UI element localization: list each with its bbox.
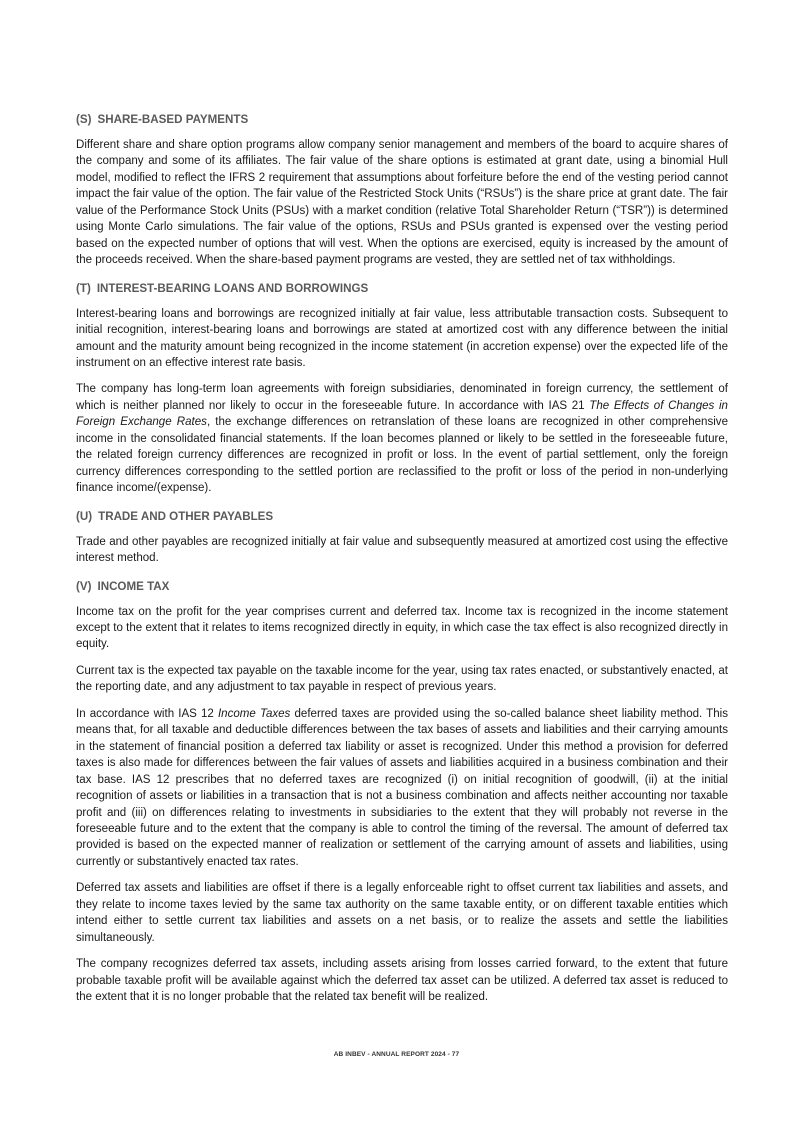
section-trade-payables [76, 509, 728, 567]
paragraph [76, 706, 728, 871]
paragraph: Interest-bearing loans and borrowings are recognized initially at fair value, less attributable transaction costs. Subsequent to initial recognition, interest-bearing loans and borrowings are stated at amortized cost with any difference between the initial amount and the maturity amount being recognized in the income statement (in accretion expense) over the expected life of the instrument on an effective interest rate basis. [76, 307, 728, 369]
paragraph [76, 381, 728, 496]
section-letter: (S) [76, 113, 92, 126]
section-heading [76, 509, 728, 525]
standard-title: The Effects of Changes in Foreign Exchange Rates [76, 399, 728, 429]
section-heading [76, 579, 728, 595]
page-footer: AB INBEV - ANNUAL REPORT 2024 - 77 [333, 1051, 460, 1058]
paragraph: Current tax is the expected tax payable on the taxable income for the year, using tax rates enacted, or substantively enacted, at the reporting date, and any adjustment to tax payable in respect of previous years. [76, 664, 728, 694]
section-heading [76, 281, 728, 297]
paragraph: The company recognizes deferred tax assets, including assets arising from losses carried forward, to the extent that future probable taxable profit will be available against which the deferred tax asset can be utilized. A deferred tax asset is reduced to the extent that it is no longer probable that the related tax benefit will be realized. [76, 958, 728, 1004]
standard-title: Income Taxes [217, 707, 291, 720]
section-letter: (T) [76, 281, 91, 295]
paragraph-text: , the exchange differences on retranslation of these loans are recognized in other comprehensive income in the consolidated financial statements. If the loan becomes planned or likely to be settled in the foreseeable future, the related foreign currency differences are recognized in profit or loss. In the event of partial settlement, only the foreign currency differences corresponding to the settled portion are reclassified to the profit or loss of the period in non-underlying finance income/(expense). [76, 416, 728, 495]
section-interest-bearing-loans [76, 281, 728, 497]
paragraph: Different share and share option programs allow company senior management and members of the board to acquire shares of the company and some of its affiliates. The fair value of the share options is estimated at grant date, using a binomial Hull model, modified to reflect the IFRS 2 requirement that assumptions about forfeiture before the end of the vesting period cannot impact the fair value of the option. The fair value of the Restricted Stock Units (“RSUs”) is the share price at grant date. The fair value of the Performance Stock Units (PSUs) with a market condition (relative Total Shareholder Return (“TSR”)) is determined using Monte Carlo simulations. The fair value of the options, RSUs and PSUs granted is expensed over the vesting period based on the expected number of options that will vest. When the options are exercised, equity is increased by the amount of the proceeds received. When the share-based payment programs are vested, they are settled net of tax withholdings. [76, 139, 728, 267]
section-title: INTEREST-BEARING LOANS AND BORROWINGS [96, 281, 369, 295]
section-letter: (U) [76, 509, 93, 523]
paragraph-text: deferred taxes are provided using the so-called balance sheet liability method. This means that, for all taxable and deductible differences between the tax bases of assets and liabilities and their carrying amounts in the statement of financial position a deferred tax liability or asset is recognized. Under this method a provision for deferred taxes is also made for differences between the fair values of assets and liabilities acquired in a business combination and their tax base. IAS 12 prescribes that no deferred taxes are recognized (i) on initial recognition of goodwill, (ii) at the initial recognition of assets or liabilities in a transaction that is not a business combination and affects neither accounting nor taxable profit and (iii) on differences relating to investments in subsidiaries to the extent that they will probably not reverse in the foreseeable future and to the extent that the company is able to control the timing of the reversal. The amount of deferred tax provided is based on the expected manner of realization or settlement of the carrying amount of assets and liabilities, using currently or substantively enacted tax rates. [76, 707, 728, 868]
section-share-based-payments [76, 112, 728, 269]
section-title: INCOME TAX [97, 579, 170, 593]
section-letter: (V) [76, 579, 92, 593]
paragraph: Deferred tax assets and liabilities are offset if there is a legally enforceable right to offset current tax liabilities and assets, and they relate to income taxes levied by the same tax authority on the same taxable entity, or on different taxable entities which intend either to settle current tax liabilities and assets on a net basis, or to realize the assets and settle the liabilities simultaneously. [76, 882, 728, 944]
paragraph: Trade and other payables are recognized initially at fair value and subsequently measured at amortized cost using the effective interest method. [76, 535, 728, 565]
paragraph-text: In accordance with IAS 12 [76, 707, 218, 720]
section-income-tax [76, 579, 728, 1006]
paragraph: Income tax on the profit for the year comprises current and deferred tax. Income tax is recognized in the income statement except to the extent that it relates to items recognized directly in equity, in which case the tax effect is also recognized directly in equity. [76, 605, 728, 651]
document-body [76, 112, 728, 1017]
section-heading [76, 112, 728, 128]
section-title: TRADE AND OTHER PAYABLES [98, 509, 274, 523]
section-title: SHARE-BASED PAYMENTS [97, 113, 249, 126]
paragraph-text: The company has long-term loan agreements with foreign subsidiaries, denominated in foreign currency, the settlement of which is neither planned nor likely to occur in the foreseeable future. In accordance with IAS 21 [76, 383, 728, 412]
